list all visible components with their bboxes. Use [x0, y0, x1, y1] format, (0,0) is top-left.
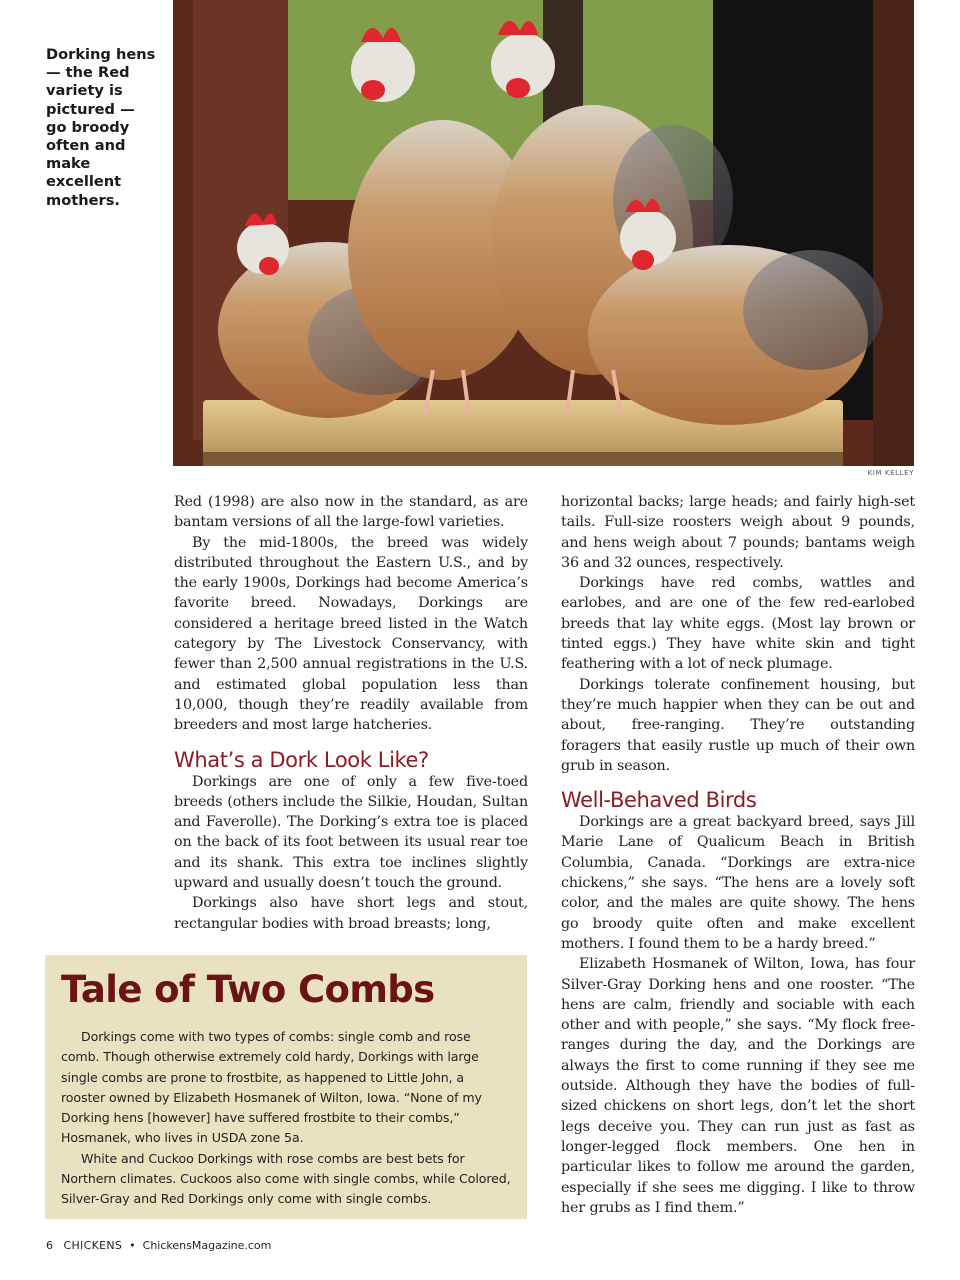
article-column-2 — [561, 492, 915, 1218]
paragraph: Elizabeth Hosmanek of Wilton, Iowa, has four Silver-Gray Dorking hens and one rooster. “The hens are calm, friendly and sociable with each other and with people,” she says. “My flock free-ranges during the day, and the Dorkings are always the first to come running if they see me outside. Although they have the bodies of full-sized chickens on short legs, don’t let the short legs deceive you. They can run just as fast as longer-legged flock members. One hen in particular likes to follow me around the garden, especially if she sees me digging. I like to throw her grubs as I find them.” — [561, 956, 915, 1216]
paragraph: horizontal backs; large heads; and fairly high-set tails. Full-size roosters weigh about 9 pounds, and hens weigh about 7 pounds; bantams weigh 36 and 32 ounces, respectively. — [561, 494, 915, 571]
section-heading: What’s a Dork Look Like? — [174, 747, 429, 772]
paragraph: Red (1998) are also now in the standard, as are bantam versions of all the large-fowl varieties. — [174, 494, 528, 531]
photo-caption: Dorking hens — the Red variety is pictured — go broody often and make excellent mothers. — [46, 46, 156, 209]
page-number: 6 — [46, 1239, 53, 1252]
article-column-1 — [174, 492, 528, 934]
photo-credit: KIM KELLEY — [867, 469, 914, 477]
paragraph: Dorkings have red combs, wattles and earlobes, and are one of the few red-earlobed breeds that lay white eggs. (Most lay brown or tinted eggs.) They have white skin and tight feathering with a lot of neck plumage. — [561, 575, 915, 673]
paragraph: Dorkings are one of only a few five-toed breeds (others include the Silkie, Houdan, Sultan and Faverolle). The Dorking’s extra toe is placed on the back of its foot between its usual rear toe and its shank. This extra toe inclines slightly upward and usually doesn’t touch the ground. — [174, 773, 528, 892]
section-heading: Well-Behaved Birds — [561, 788, 757, 813]
website-link[interactable]: ChickensMagazine.com — [142, 1239, 272, 1252]
footer-separator: • — [129, 1239, 136, 1252]
page-footer — [46, 1239, 271, 1252]
paragraph: Dorkings are a great backyard breed, says Jill Marie Lane of Qualicum Beach in British Columbia, Canada. “Dorkings are extra-nice chickens,” she says. “The hens are a lovely soft color, and the males are quite showy. The hens go broody quite often and make excellent mothers. I found them to be a hardy breed.” — [561, 814, 915, 952]
sidebar-paragraph: Dorkings come with two types of combs: single comb and rose comb. Though otherwise extremely cold hardy, Dorkings with large single combs are prone to frostbite, as happened to Little John, a rooster owned by Elizabeth Hosmanek of Wilton, Iowa. “None of my Dorking hens [however] have suffered frostbite to their combs,” Hosmanek, who lives in USDA zone 5a. — [61, 1029, 482, 1146]
sidebar-body — [61, 1027, 511, 1210]
sidebar-title: Tale of Two Combs — [61, 968, 435, 1011]
paragraph: By the mid-1800s, the breed was widely distributed throughout the Eastern U.S., and by the early 1900s, Dorkings had become America’s favorite breed. Nowadays, Dorkings are considered a heritage breed listed in the Watch category by The Livestock Conservancy, with fewer than 2,500 annual registrations in the U.S. and estimated global population less than 10,000, though they’re readily available from breeders and most large hatcheries. — [174, 534, 528, 734]
hens-photo — [173, 0, 914, 466]
paragraph: Dorkings also have short legs and stout, rectangular bodies with broad breasts; long, — [174, 895, 528, 932]
sidebar-paragraph: White and Cuckoo Dorkings with rose combs are best bets for Northern climates. Cuckoos also come with single combs, while Colored, Silver-Gray and Red Dorkings only come with single combs. — [61, 1150, 511, 1207]
sidebar-box — [45, 955, 527, 1219]
magazine-name: CHICKENS — [63, 1239, 123, 1252]
paragraph: Dorkings tolerate confinement housing, but they’re much happier when they can be out and about, free-ranging. They’re outstanding foragers that easily rustle up much of their own grub in season. — [561, 676, 915, 774]
